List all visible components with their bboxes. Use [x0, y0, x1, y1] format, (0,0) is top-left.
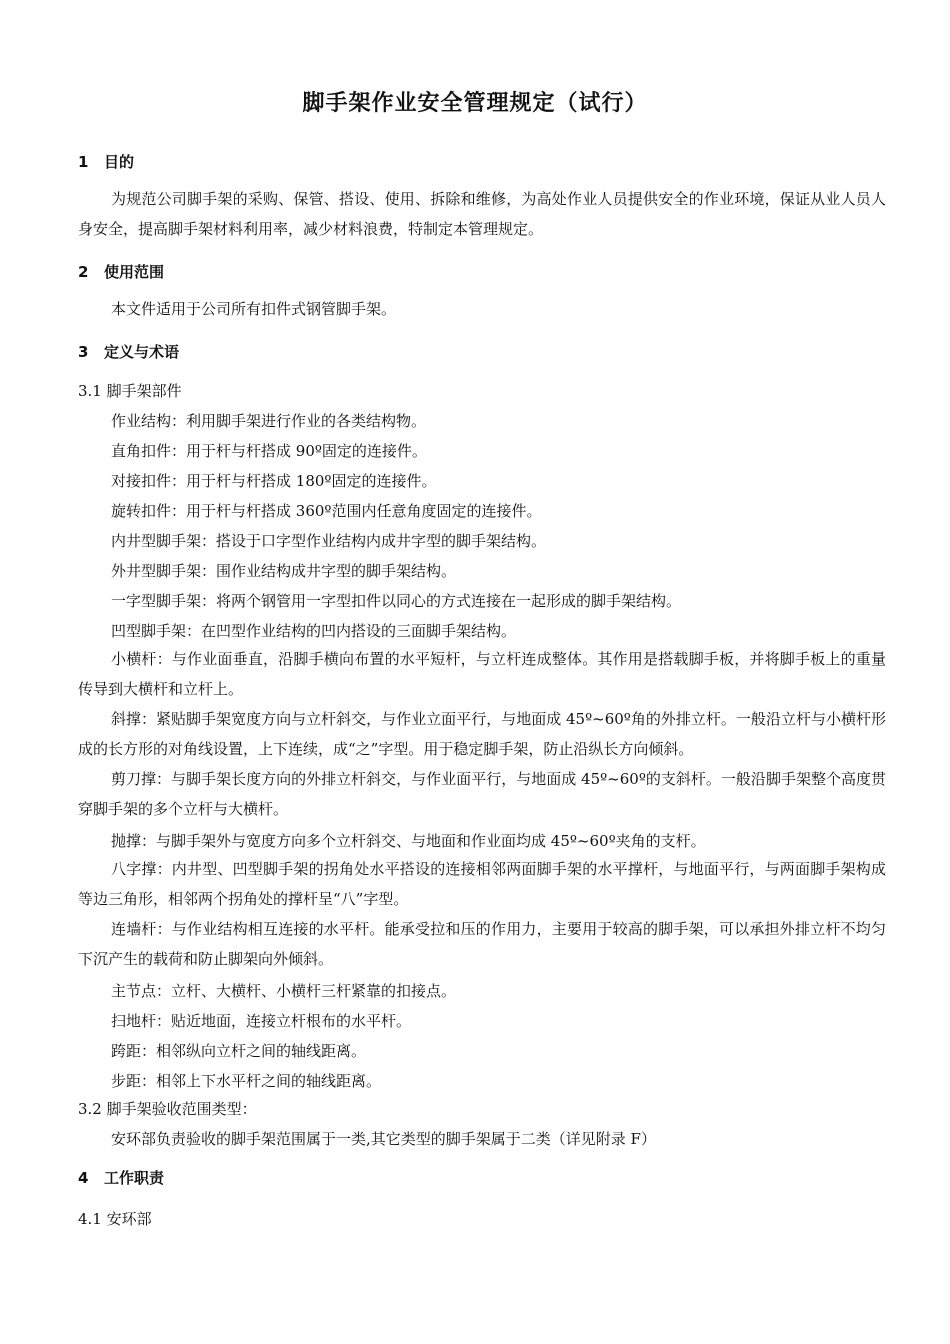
term-definition: 剪刀撑：与脚手架长度方向的外排立杆斜交，与作业面平行，与地面成 45º~60º的支斜杆。一般沿脚手架整个高度贯穿脚手架的多个立杆与大横杆。: [78, 770, 886, 818]
section-heading-definitions: [78, 341, 179, 362]
acceptance-scope-text: 安环部负责验收的脚手架范围属于一类,其它类型的脚手架属于二类（详见附录 F）: [111, 1130, 656, 1148]
term-definition: 跨距：相邻纵向立杆之间的轴线距离。: [111, 1042, 367, 1060]
section-label: 定义与术语: [104, 343, 180, 361]
subsection-3-2: 3.2 脚手架验收范围类型：: [78, 1100, 257, 1118]
term-definition: 对接扣件：用于杆与杆搭成 180º固定的连接件。: [111, 472, 437, 490]
term-definition: 主节点：立杆、大横杆、小横杆三杆紧靠的扣接点。: [111, 982, 457, 1000]
subsection-4-1: 4.1 安环部: [78, 1210, 152, 1228]
term-definition: 小横杆：与作业面垂直，沿脚手横向布置的水平短杆，与立杆连成整体。其作用是搭载脚手板，并将脚手板上的重量传导到大横杆和立杆上。: [78, 650, 886, 698]
term-definition: 扫地杆：贴近地面，连接立杆根布的水平杆。: [111, 1012, 412, 1030]
section-number: 4: [78, 1169, 89, 1187]
term-definition: 直角扣件：用于杆与杆搭成 90º固定的连接件。: [111, 442, 427, 460]
section-heading-purpose: [78, 151, 134, 172]
term-definition: 步距：相邻上下水平杆之间的轴线距离。: [111, 1072, 382, 1090]
term-definition: 作业结构：利用脚手架进行作业的各类结构物。: [111, 412, 427, 430]
term-definition: 抛撑：与脚手架外与宽度方向多个立杆斜交、与地面和作业面均成 45º~60º夹角的支杆。: [111, 832, 706, 850]
term-definition: 一字型脚手架：将两个钢管用一字型扣件以同心的方式连接在一起形成的脚手架结构。: [111, 592, 682, 610]
term-definition: 八字撑：内井型、凹型脚手架的拐角处水平搭设的连接相邻两面脚手架的水平撑杆，与地面平行，与两面脚手架构成等边三角形，相邻两个拐角处的撑杆呈“八”字型。: [78, 860, 886, 908]
term-definition: 连墙杆：与作业结构相互连接的水平杆。能承受拉和压的作用力，主要用于较高的脚手架，可以承担外排立杆不均匀下沉产生的载荷和防止脚架向外倾斜。: [78, 920, 886, 968]
section-label: 工作职责: [104, 1169, 165, 1187]
section-label: 目的: [104, 153, 135, 171]
section-heading-responsibilities: [78, 1167, 164, 1188]
scope-paragraph: 本文件适用于公司所有扣件式钢管脚手架。: [111, 300, 397, 318]
term-definition: 凹型脚手架：在凹型作业结构的凹内搭设的三面脚手架结构。: [111, 622, 517, 640]
section-number: 2: [78, 263, 89, 281]
term-definition: 旋转扣件：用于杆与杆搭成 360º范围内任意角度固定的连接件。: [111, 502, 542, 520]
section-label: 使用范围: [104, 263, 165, 281]
term-definition: 内井型脚手架：搭设于口字型作业结构内成井字型的脚手架结构。: [111, 532, 547, 550]
purpose-paragraph: 为规范公司脚手架的采购、保管、搭设、使用、拆除和维修，为高处作业人员提供安全的作业环境，保证从业人员人身安全，提高脚手架材料利用率，减少材料浪费，特制定本管理规定。: [78, 190, 886, 238]
section-number: 1: [78, 153, 89, 171]
section-number: 3: [78, 343, 89, 361]
term-definition: 斜撑：紧贴脚手架宽度方向与立杆斜交，与作业立面平行，与地面成 45º~60º角的外排立杆。一般沿立杆与小横杆形成的长方形的对角线设置，上下连续，成“之”字型。用于稳定脚手架，防止沿纵长方向倾斜。: [78, 710, 886, 758]
term-definition: 外井型脚手架：围作业结构成井字型的脚手架结构。: [111, 562, 457, 580]
document-title: 脚手架作业安全管理规定（试行）: [302, 91, 648, 116]
section-heading-scope: [78, 261, 164, 282]
subsection-3-1: 3.1 脚手架部件: [78, 382, 182, 400]
